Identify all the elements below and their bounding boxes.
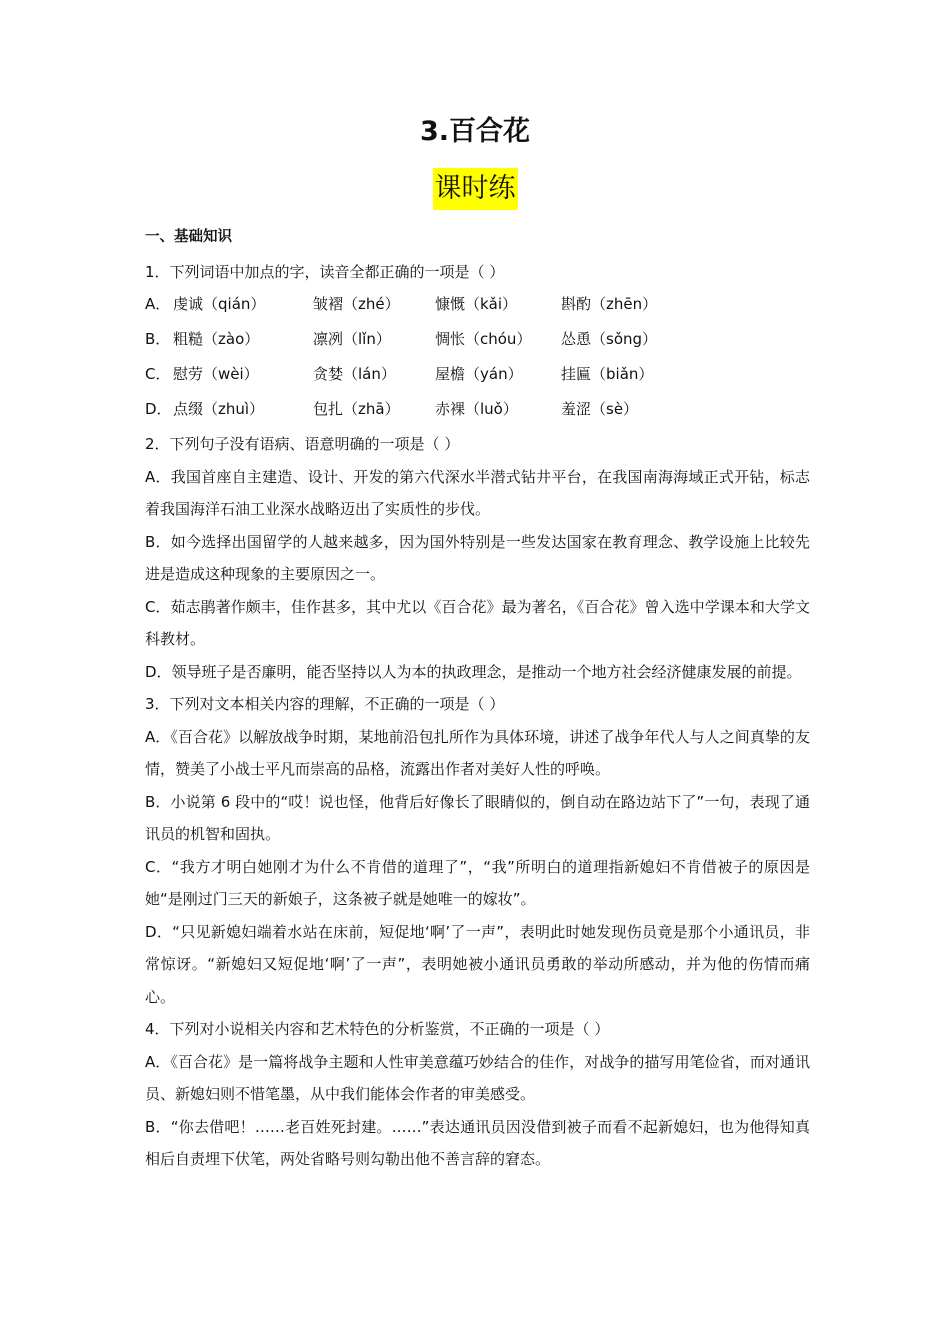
question-4-option-a: A．《百合花》是一篇将战争主题和人性审美意蕴巧妙结合的佳作，对战争的描写用笔俭省，而对通讯员、新媳妇则不惜笔墨，从中我们能体会作者的审美感受。 [145, 1052, 810, 1103]
question-1-stem: 1．下列词语中加点的字，读音全都正确的一项是（ ） [145, 262, 505, 281]
question-3-option-a: A．《百合花》以解放战争时期，某地前沿包扎所作为具体环境，讲述了战争年代人与人之间真挚的友情，赞美了小战士平凡而崇高的品格，流露出作者对美好人性的呼唤。 [145, 727, 810, 778]
option-word: 慷慨（kǎi） [435, 295, 518, 313]
option-word: 虔诚（qián） [173, 295, 266, 313]
question-3-option-d: D．“只见新媳妇端着水站在床前，短促地‘啊’了一声”，表明此时她发现伤员竟是那个小通讯员，非常惊讶。“新媳妇又短促地‘啊’了一声”，表明她被小通讯员勇敢的举动所感动，并为他的伤情而痛心。 [145, 922, 810, 1006]
option-letter: B． [145, 330, 171, 348]
section-heading: 一、基础知识 [145, 229, 232, 245]
question-2-option-a: A．我国首座自主建造、设计、开发的第六代深水半潜式钻井平台，在我国南海海域正式开钻，标志着我国海洋石油工业深水战略迈出了实质性的步伐。 [145, 467, 810, 518]
option-word: 贪婪（lán） [313, 365, 396, 383]
option-word: 赤裸（luǒ） [435, 400, 518, 418]
option-word: 怂恿（sǒng） [561, 330, 658, 348]
option-word: 凛冽（lǐn） [313, 330, 391, 348]
question-2-option-b: B．如今选择出国留学的人越来越多，因为国外特别是一些发达国家在教育理念、教学设施上比较先进是造成这种现象的主要原因之一。 [145, 532, 810, 583]
option-word: 点缀（zhuì） [173, 400, 265, 418]
option-word: 皱褶（zhé） [313, 295, 400, 313]
option-word: 惆怅（chóu） [435, 330, 532, 348]
option-letter: C． [145, 365, 171, 383]
question-1-option-b [145, 323, 810, 356]
question-4-option-b: B．“你去借吧！……老百姓死封建。……”表达通讯员因没借到被子而看不起新媳妇，也为他得知真相后自责埋下伏笔，两处省略号则勾勒出他不善言辞的窘态。 [145, 1117, 810, 1168]
option-letter: D． [145, 400, 172, 418]
option-word: 羞涩（sè） [561, 400, 639, 418]
question-1-option-a [145, 288, 810, 321]
option-word: 屋檐（yán） [435, 365, 523, 383]
question-2-option-d: D．领导班子是否廉明，能否坚持以人为本的执政理念，是推动一个地方社会经济健康发展的前提。 [145, 662, 802, 681]
option-letter: A． [145, 295, 171, 313]
subtitle-wrap [0, 168, 950, 210]
option-word: 斟酌（zhēn） [561, 295, 658, 313]
page-title: 3.百合花 [419, 116, 531, 147]
page-subtitle-highlighted: 课时练 [433, 168, 518, 210]
option-word: 慰劳（wèi） [173, 365, 259, 383]
question-2-option-c: C．茹志鹃著作颇丰，佳作甚多，其中尤以《百合花》最为著名，《百合花》曾入选中学课本和大学文科教材。 [145, 597, 810, 648]
question-3-stem: 3．下列对文本相关内容的理解，不正确的一项是（ ） [145, 695, 505, 713]
option-word: 包扎（zhā） [313, 400, 400, 418]
content-body [145, 221, 810, 1176]
question-3-option-c: C．“我方才明白她刚才为什么不肯借的道理了”，“我”所明白的道理指新媳妇不肯借被子的原因是她“是刚过门三天的新娘子，这条被子就是她唯一的嫁妆”。 [145, 857, 810, 908]
question-1-option-c [145, 358, 810, 391]
question-2-stem: 2．下列句子没有语病、语意明确的一项是（ ） [145, 435, 460, 453]
question-3-option-b: B．小说第 6 段中的“哎！说也怪，他背后好像长了眼睛似的，倒自动在路边站下了”一句，表现了通讯员的机智和固执。 [145, 792, 810, 843]
option-word: 挂匾（biǎn） [561, 365, 654, 383]
question-4-stem: 4．下列对小说相关内容和艺术特色的分析鉴赏，不正确的一项是（ ） [145, 1020, 610, 1038]
option-word: 粗糙（zào） [173, 330, 260, 348]
question-1-option-d [145, 393, 810, 426]
